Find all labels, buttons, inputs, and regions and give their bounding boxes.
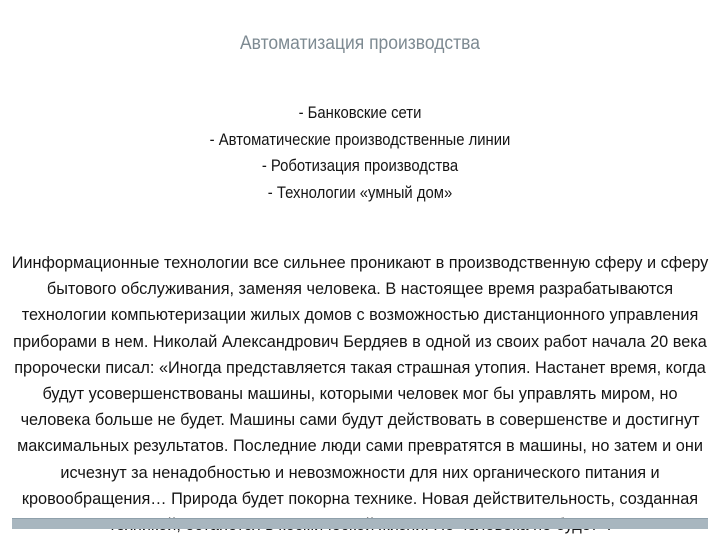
slide-title: Автоматизация производства <box>240 33 480 54</box>
body-paragraph: Иинформационные технологии все сильнее проникают в производственную сферу и сферу бытового обслуживания, заменяя человека. В настоящее время разрабатываются технологии компьютеризации жилых домов с возможностью дистанционного управления приборами в нем. Николай Александрович Бердяев в одной из своих работ начала 20 века пророчески писал: «Иногда представляется такая страшная утопия. Настанет время, когда будут усовершенствованы машины, которыми человек мог бы управлять миром, но человека больше не будет. Машины сами будут действовать в совершенстве и достигнут максимальных результатов. Последние люди сами превратятся в машины, но затем и они исчезнут за ненадобностью и невозможности для них органического питания и кровообращения… Природа будет покорна технике. Новая действительность, созданная <box>11 254 709 508</box>
bullet-item: - Технологии «умный дом» <box>267 183 453 202</box>
bullet-item: - Банковские сети <box>298 104 422 122</box>
bottom-decorative-bar <box>12 518 708 529</box>
bullet-item: - Автоматические производственные линии <box>209 130 511 149</box>
bullet-list <box>0 100 720 206</box>
bullet-item: - Роботизация производства <box>261 157 459 175</box>
